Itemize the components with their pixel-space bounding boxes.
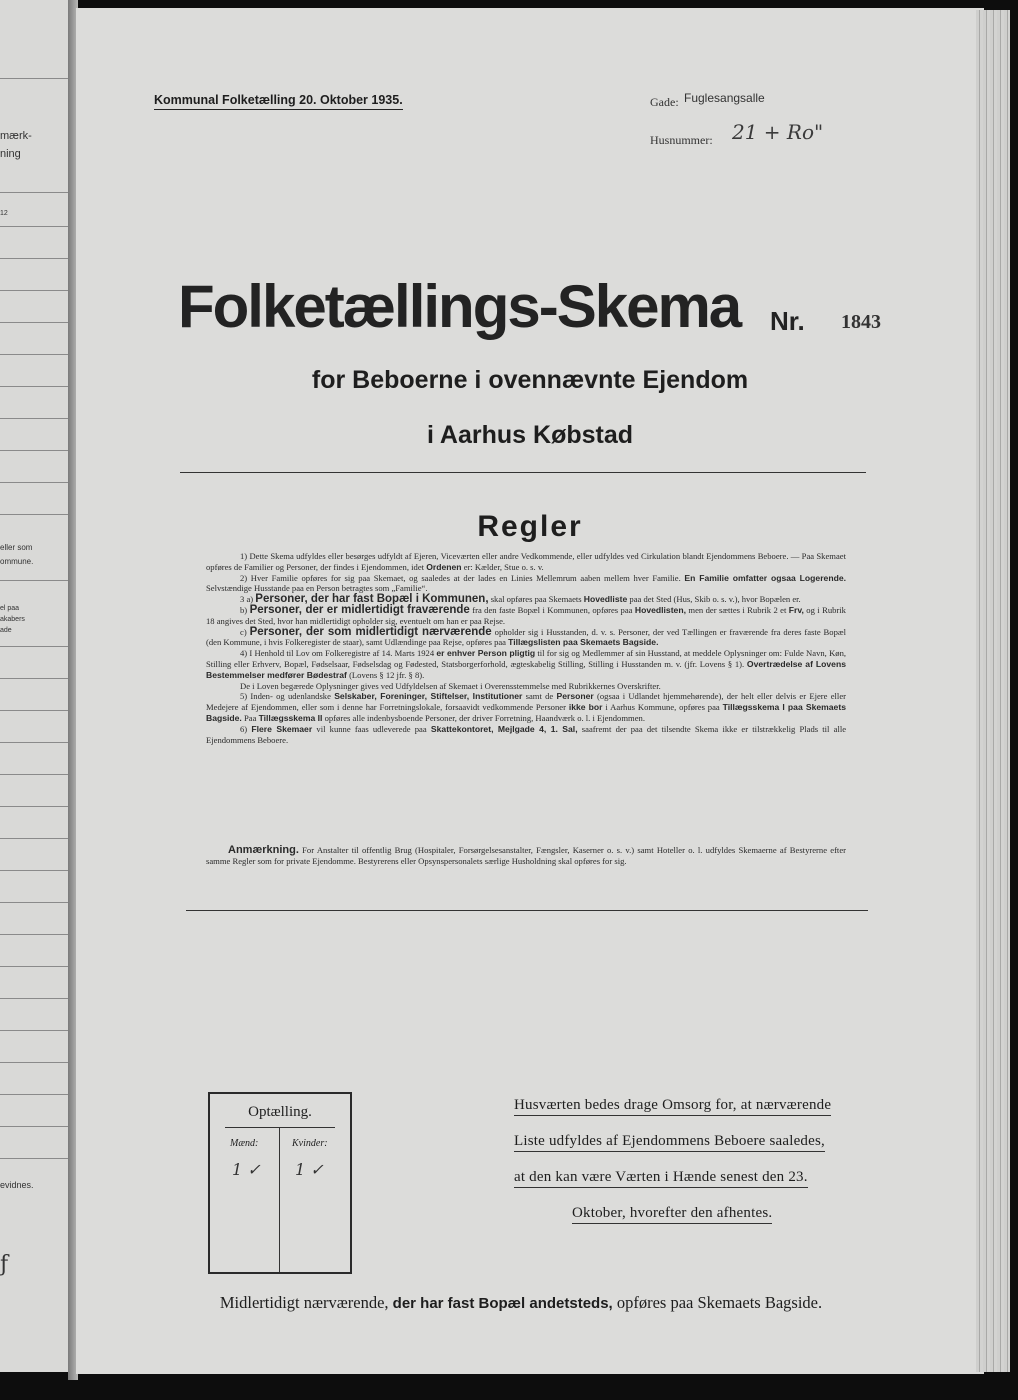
divider — [0, 1094, 68, 1095]
divider — [0, 934, 68, 935]
rule-5: 5) Inden- og udenlandske Selskaber, Foreninger, Stiftelser, Institutioner samt de Personer (ogsaa i Udlandet hjemmehørende), der helt eller delvis er Ejere eller Medejere af Ejendommen, eller som i denne har Forretningslokale, forsaavidt vedkommende Personer ikke bor i Aarhus Kommune, opføres paa Tillægsskema I paa Skemaets Bagside. Paa Tillægsskema II opføres alle indenbysboende Personer, der driver Forretning, Haandværk o. l. i Ejendommen. — [206, 691, 846, 723]
divider — [0, 482, 68, 483]
divider — [0, 966, 68, 967]
annotation-text: For Anstalter til offentlig Brug (Hospitaler, Forsørgelsesanstalter, Fængsler, Kaserner o. s. v.) samt Hoteller o. l. udfyldes Skemaerne af Bestyrerne efter samme Regler som for private Ejendomme. Bestyrerens eller Opsynspersonalets særlige Husholdning skal opføres for sig. — [206, 845, 846, 866]
rules-text — [206, 551, 846, 745]
divider — [0, 742, 68, 743]
fragment-text: 12 — [0, 210, 8, 217]
rule-3a: 3 a) Personer, der har fast Bopæl i Kommunen, skal opføres paa Skemaets Hovedliste paa det Sted (Hus, Skib o. s. v.), hvor Bopælen er. — [240, 593, 801, 606]
divider — [0, 386, 68, 387]
divider — [0, 258, 68, 259]
divider — [0, 418, 68, 419]
rule-6: 6) Flere Skemaer vil kunne faas udleverede paa Skattekontoret, Mejlgade 4, 1. Sal, saafremt der paa det tilsendte Skema ikke er tilstrækkelig Plads til alle Ejendommens Beboere. — [206, 723, 847, 745]
fragment-text: evidnes. — [0, 1180, 34, 1190]
divider — [186, 910, 868, 911]
divider — [225, 1127, 335, 1128]
rule-2: 2) Hver Familie opføres for sig paa Skemaet, og saaledes at der lades en Linies Mellemrum aaben mellem hver Familie. En Familie omfatter ogsaa Logerende. Selvstændige Husstande paa en Person betragtes som „Familie“. — [206, 572, 846, 594]
divider — [0, 290, 68, 291]
notice-line: Husværten bedes drage Omsorg for, at nærværende — [514, 1097, 831, 1116]
fragment-text: ommune. — [0, 557, 34, 566]
annotation-lead: Anmærkning. — [228, 844, 299, 856]
count-box — [208, 1092, 352, 1274]
rule-1: 1) Dette Skema udfyldes eller besørges udfyldt af Ejeren, Viceværten eller andre Vedkommende, eller udfyldes ved Cirkulation blandt Ejendommens Beboere. — Paa Skemaet opføres de Familier og Personer, der findes i Ejendommen, idet Ordenen er: Kælder, Stue o. s. v. — [206, 551, 846, 572]
divider — [0, 710, 68, 711]
divider — [0, 1126, 68, 1127]
rule-4-note: De i Loven begærede Oplysninger gives ved Udfyldelsen af Skemaet i Overensstemmelse med Rubrikkernes Overskrifter. — [240, 680, 661, 691]
fragment-text: mærk- — [0, 130, 32, 142]
divider — [0, 78, 68, 79]
fragment-text: eller som — [0, 543, 33, 552]
census-title: Kommunal Folketælling 20. Oktober 1935. — [154, 93, 403, 110]
street-value: Fuglesangsalle — [684, 91, 765, 105]
divider — [0, 870, 68, 871]
fragment-text: ade — [0, 627, 12, 634]
divider — [279, 1127, 280, 1272]
divider — [0, 322, 68, 323]
fragment-mark: ƒ — [0, 1252, 9, 1277]
divider — [0, 998, 68, 999]
divider — [0, 902, 68, 903]
rule-3c: c) Personer, der som midlertidigt nærværende opholder sig i Husstanden, d. v. s. Personer, der ved Tællingen er fraværende fra deres faste Bopæl (den Kommune, i hvis Folkeregister de staar), samt Udlændinge paa Rejse, opføres paa Tillægslisten paa Skemaets Bagside. — [206, 625, 846, 648]
divider — [0, 646, 68, 647]
divider — [0, 192, 68, 193]
house-number-value: 21 + Ro" — [732, 120, 824, 144]
divider — [0, 1062, 68, 1063]
women-count: 1 ✓ — [295, 1160, 324, 1179]
rules-heading: Regler — [477, 510, 583, 543]
divider — [0, 226, 68, 227]
men-count: 1 ✓ — [232, 1160, 261, 1179]
divider — [0, 514, 68, 515]
form-nr-label: Nr. — [770, 306, 805, 336]
divider — [0, 774, 68, 775]
notice-line: Liste udfyldes af Ejendommens Beboere saaledes, — [514, 1133, 825, 1152]
form-title: Folketællings-Skema — [178, 273, 741, 340]
house-number-label: Husnummer: — [650, 133, 713, 147]
divider — [0, 1030, 68, 1031]
form-number: 1843 — [841, 311, 881, 333]
fragment-text: el paa — [0, 605, 20, 612]
count-title: Optælling. — [248, 1104, 312, 1120]
women-label: Kvinder: — [292, 1138, 328, 1149]
divider — [0, 450, 68, 451]
divider — [180, 472, 866, 473]
notice-line: Oktober, hvorefter den afhentes. — [572, 1205, 772, 1224]
form-subtitle: for Beboerne i ovennævnte Ejendom — [311, 366, 749, 394]
fragment-text: akabers — [0, 616, 25, 623]
street-label: Gade: — [650, 95, 679, 109]
divider — [0, 838, 68, 839]
divider — [0, 806, 68, 807]
fragment-text: ning — [0, 148, 21, 160]
annotation-note — [206, 845, 846, 867]
divider — [0, 580, 68, 581]
form-subtitle-city: i Aarhus Købstad — [426, 421, 634, 449]
previous-page-strip — [0, 0, 72, 1372]
footer-note: Midlertidigt nærværende, der har fast Bopæl andetsteds, opføres paa Skemaets Bagside. — [219, 1293, 823, 1312]
rule-4: 4) I Henhold til Lov om Folkeregistre af 14. Marts 1924 er enhver Person pligtig til for sig og Medlemmer af sin Husstand, at meddele Oplysninger om: Fulde Navn, Køn, Stilling eller Erhverv, Bopæl, Fødselsaar, Fødselsdag og Fødested, Statsborgerforhold, ægteskabelig Stilling, Stilling i Husstanden m. v. (jfr. Lovens § 1). Overtrædelse af Lovens Bestemmelser medfører Bødestraf (Lovens § 12 jfr. § 8). — [206, 648, 847, 680]
divider — [0, 1158, 68, 1159]
divider — [0, 678, 68, 679]
page-edges — [976, 10, 1010, 1372]
divider — [0, 354, 68, 355]
notice-line: at den kan være Værten i Hænde senest den 23. — [514, 1169, 808, 1188]
men-label: Mænd: — [230, 1138, 259, 1149]
rule-3b: b) Personer, der er midlertidigt fraværende fra den faste Bopæl i Kommunen, opføres paa Hovedlisten, men der sættes i Rubrik 2 et Frv, og i Rubrik 18 angives det Sted, hvor han midlertidigt opholder sig, eventuelt om han er paa Rejse. — [206, 603, 846, 626]
